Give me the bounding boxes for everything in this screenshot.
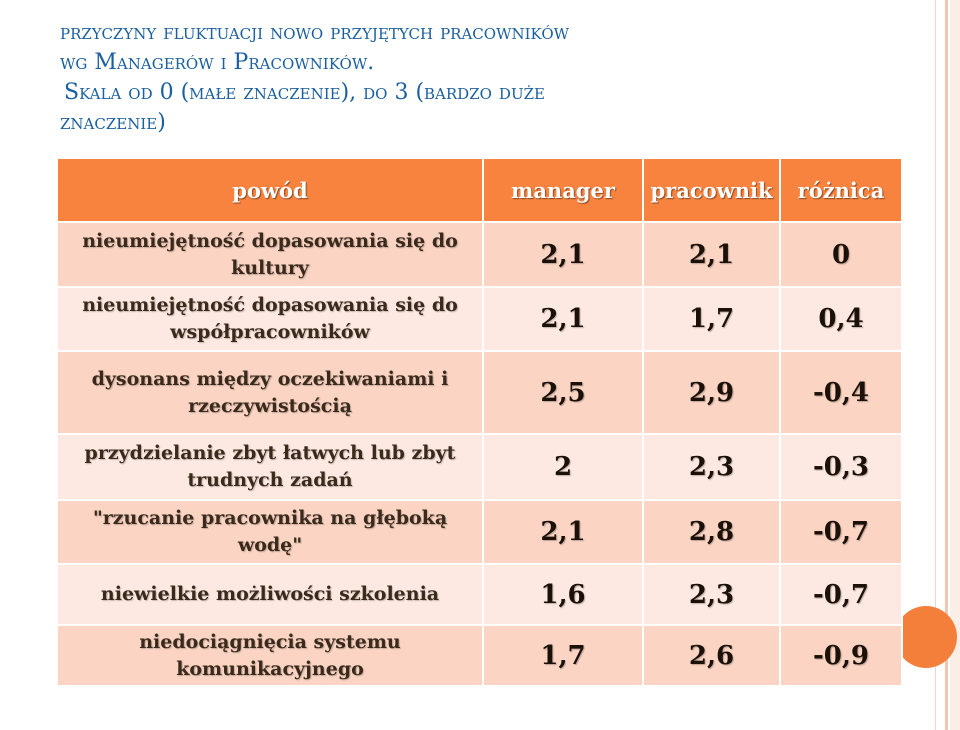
row-diff: -0,7 xyxy=(780,564,902,625)
table-row xyxy=(57,564,902,625)
header-reason: powód xyxy=(57,158,483,222)
row-manager: 2,5 xyxy=(483,351,643,434)
row-manager: 1,7 xyxy=(483,625,643,686)
fluctuation-table xyxy=(56,157,903,687)
row-worker: 2,1 xyxy=(643,222,780,287)
row-manager: 2 xyxy=(483,434,643,500)
header-diff: różnica xyxy=(780,158,902,222)
row-worker: 1,7 xyxy=(643,287,780,351)
title-line-3: Skala od 0 (małe znaczenie), do 3 (bardzo duże xyxy=(64,80,545,105)
decorative-circle xyxy=(895,606,957,668)
table-row xyxy=(57,222,902,287)
table-row xyxy=(57,351,902,434)
table-header-row xyxy=(57,158,902,222)
table-row xyxy=(57,500,902,564)
row-reason: nieumiejętność dopasowania się do kultury xyxy=(57,222,483,287)
row-worker: 2,3 xyxy=(643,564,780,625)
row-diff: -0,3 xyxy=(780,434,902,500)
row-diff: -0,4 xyxy=(780,351,902,434)
row-worker: 2,9 xyxy=(643,351,780,434)
row-diff: -0,9 xyxy=(780,625,902,686)
row-reason: "rzucanie pracownika na głęboką wodę" xyxy=(57,500,483,564)
title-line-4: znaczenie) xyxy=(60,110,166,135)
row-diff: -0,7 xyxy=(780,500,902,564)
row-manager: 2,1 xyxy=(483,222,643,287)
header-worker: pracownik xyxy=(643,158,780,222)
table-row xyxy=(57,287,902,351)
row-reason: nieumiejętność dopasowania się do współpracowników xyxy=(57,287,483,351)
row-worker: 2,6 xyxy=(643,625,780,686)
row-diff: 0,4 xyxy=(780,287,902,351)
row-reason: przydzielanie zbyt łatwych lub zbyt trudnych zadań xyxy=(57,434,483,500)
slide-title xyxy=(60,18,880,138)
row-manager: 2,1 xyxy=(483,287,643,351)
row-reason: niewielkie możliwości szkolenia xyxy=(57,564,483,625)
row-worker: 2,3 xyxy=(643,434,780,500)
row-diff: 0 xyxy=(780,222,902,287)
table-row xyxy=(57,434,902,500)
row-manager: 1,6 xyxy=(483,564,643,625)
row-worker: 2,8 xyxy=(643,500,780,564)
row-manager: 2,1 xyxy=(483,500,643,564)
row-reason: dysonans między oczekiwaniami i rzeczywistością xyxy=(57,351,483,434)
header-manager: manager xyxy=(483,158,643,222)
row-reason: niedociągnięcia systemu komunikacyjnego xyxy=(57,625,483,686)
title-line-1: przyczyny fluktuacji nowo przyjętych pracowników xyxy=(60,20,570,45)
title-line-2: wg Managerów i Pracowników. xyxy=(60,50,375,75)
table-row xyxy=(57,625,902,686)
